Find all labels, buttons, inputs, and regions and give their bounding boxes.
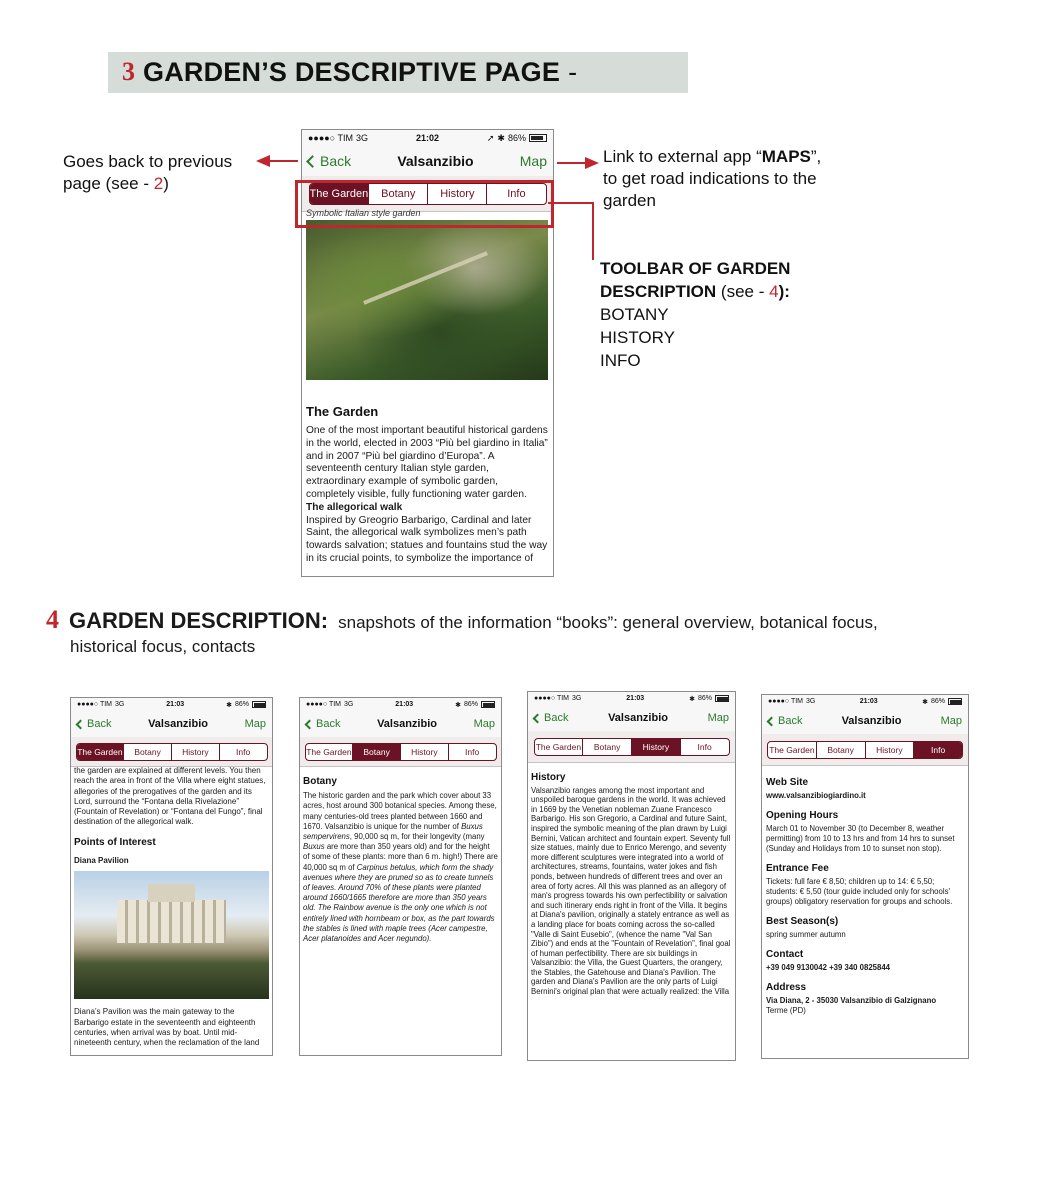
botany-text (303, 791, 498, 944)
botany-text-3: are more than 350 years old) and for the height of some of these plants: more than 6 m. high!) There are 40,000 sq m of (303, 842, 498, 872)
bluetooth-icon: ✱ (689, 695, 695, 703)
segmented-toolbar (300, 737, 501, 767)
battery-icon (481, 701, 495, 708)
tab-info[interactable]: Info (507, 187, 526, 200)
toolbar-connector-v (592, 202, 594, 260)
section4-desc-1: snapshots of the information “books”: general overview, botanical focus, (338, 613, 878, 632)
nav-title: Valsanzibio (148, 718, 208, 730)
toolbar-callout-see: (see - (716, 282, 770, 301)
tab-the-garden[interactable]: The Garden (768, 742, 817, 758)
tab-history[interactable]: History (428, 184, 487, 204)
section3-suffix: - (568, 56, 578, 87)
tab-botany[interactable]: Botany (369, 184, 428, 204)
image-caption: Symbolic Italian style garden (306, 208, 421, 218)
battery-icon (948, 698, 962, 705)
fee-heading: Entrance Fee (766, 863, 829, 874)
nav-bar (528, 705, 735, 731)
botany-text-1: The historic garden and the park which cover about 33 acres, host around 300 botanical species. Among these, many centuries-old trees planted between 1660 and 1670. Valsanzibio is unique for the number of (303, 791, 497, 831)
arrow-right-icon (585, 157, 599, 169)
bluetooth-icon: ✱ (497, 132, 505, 143)
network: 3G (344, 701, 354, 708)
tab-info[interactable]: Info (697, 741, 712, 752)
carrier: ●●●●○ TIM (768, 698, 804, 705)
toolbar-callout-ref: 4 (769, 282, 779, 301)
segmented-control (767, 741, 963, 759)
history-heading: History (531, 772, 566, 783)
nav-title: Valsanzibio (397, 153, 474, 169)
back-button[interactable] (534, 712, 568, 724)
garden-paragraph: One of the most important beautiful historical gardens in the world, elected in 2003 “Più bel giardino in Italia” and in 2007 “Più bel giardino d’Europa”. A seventeenth century Italian style garden, extraordinary example of symbolic garden, completely visible, fully functioning water garden. (306, 425, 548, 500)
status-bar (300, 698, 501, 711)
contact-phone[interactable]: +39 049 9130042 +39 340 0825844 (766, 963, 891, 972)
bluetooth-icon: ✱ (455, 701, 461, 709)
address-link[interactable]: Via Diana, 2 - 35030 Valsanzibio di Galzignano (766, 996, 937, 1005)
battery-level: 86% (930, 698, 945, 705)
botany-text-italic-2: Buxus (303, 842, 325, 852)
tab-history[interactable]: History (401, 744, 449, 760)
battery-level: 86% (507, 133, 526, 143)
back-button[interactable] (77, 718, 111, 730)
back-label: Back (87, 718, 112, 730)
back-callout-ref: 2 (153, 174, 164, 193)
map-callout-line2: to get road indications to the (603, 169, 817, 188)
allegorical-paragraph: Inspired by Greogrio Barbarigo, Cardinal and later Saint, the allegorical walk symbolizes men’s path towards salvation; statues and fountains stud the way in its crucial points, to symbolize the importance of (306, 514, 548, 564)
back-label: Back (320, 153, 352, 169)
carrier: ●●●●○ TIM (308, 133, 354, 143)
map-button[interactable]: Map (940, 715, 962, 727)
status-bar (762, 695, 968, 708)
chevron-left-icon (76, 719, 86, 729)
back-callout-close: ) (163, 174, 169, 193)
battery-icon (529, 134, 547, 142)
botany-text-2: , 90,000 sq m, for their longevity (many (349, 832, 485, 842)
nav-bar (300, 711, 501, 737)
toolbar-item-info: INFO (600, 351, 641, 370)
contact-heading: Contact (766, 949, 804, 960)
status-bar (302, 130, 553, 146)
address-heading: Address (766, 982, 807, 993)
nav-title: Valsanzibio (841, 715, 902, 727)
history-text: Valsanzibio ranges among the most important and unspoiled baroque gardens in the world. It was achieved in 1669 by the Venetian nobleman Zuane Francesco Barbarigo. His son Gregorio, a Cardinal and future Saint, inspired the symbolic meaning of the plan drawn by Luigi Bernini, Vatican architect and fountain expert. Seventy full size statues, mainly due to Enrico Merengo, and seventy more different sculptures were integrated into a world of architectures, streams, fountains, water jokes and fish ponds, between hundreds of different trees and over an area of forty acres. All this was planned as an allegory of man's progress towards his own perfectibility or salvation and such itinerary ends right in front of the Villa. It begins at Diana's pavilion, originally a stately entrance as well as a landing place for boats coming across the so-called "Valle di Saint Eusebio", (whence the name "Val San Zibio") and ends at the "Fountain of Revelation", final goal of human perfectibility. There are six buildings in Valsanzibio: the Villa, the Guest Quarters, the orangery, the Stables, the Gatehouse and Diana's Pavilion. The garden and Diana's Pavilion are the only parts of Luigi Bernini's original plan that were actually realized: the Villa (531, 785, 731, 997)
allegorical-subheading: The allegorical walk (306, 501, 403, 513)
back-button[interactable] (768, 715, 802, 727)
tab-botany[interactable]: Botany (817, 742, 866, 758)
map-button[interactable]: Map (244, 718, 266, 730)
section4-number: 4 (46, 605, 59, 634)
map-callout-line1: Link to external app “ (603, 147, 762, 166)
section3-title: GARDEN’S DESCRIPTIVE PAGE (143, 56, 561, 87)
toolbar-callout-line1: TOOLBAR OF GARDEN (600, 259, 791, 278)
hours-text: March 01 to November 30 (to December 8, weather permitting) from 10 to 13 hrs and from 14 hrs to sunset (Sunday and Holidays from 10 to sunset non stop). (766, 824, 955, 853)
network: 3G (572, 695, 582, 702)
bluetooth-icon: ✱ (922, 698, 928, 706)
clock: 21:03 (166, 701, 185, 708)
tab-history[interactable]: History (172, 744, 220, 760)
chevron-left-icon (306, 155, 319, 168)
phone-botany (299, 697, 502, 1056)
nav-title: Valsanzibio (608, 712, 668, 724)
network: 3G (806, 698, 816, 705)
segmented-control (76, 743, 268, 761)
network: 3G (115, 701, 125, 708)
toolbar-item-botany: BOTANY (600, 305, 669, 324)
segmented-toolbar (762, 734, 968, 766)
website-link[interactable]: www.valsanzibiogiardino.it (766, 791, 866, 800)
location-icon: ➚ (486, 132, 495, 143)
battery-icon (252, 701, 266, 708)
garden-heading: The Garden (306, 404, 379, 419)
garden-aerial-photo (306, 220, 548, 380)
botany-text-italic-3: Carpinus betulus, which form the shady avenues where they are pruned so as to create tunnels of leaves. Around 70% of these plants were planted around 1660/1665 therefore are more than 350 years old. The Rainbow avenue is the only one which is not entirely lined with hornbeam or box, as the part towards the stables is lined with maple trees (Acer campestre, Acer platanoides and Acer negundo). (303, 862, 495, 944)
status-bar (528, 692, 735, 705)
toolbar-callout-bold: DESCRIPTION (600, 282, 717, 301)
bluetooth-icon: ✱ (226, 701, 232, 709)
chevron-left-icon (305, 719, 315, 729)
tab-info[interactable]: Info (914, 742, 962, 758)
phone-garden (70, 697, 273, 1056)
season-heading: Best Season(s) (766, 916, 839, 927)
tab-history[interactable]: History (866, 742, 915, 758)
nav-title: Valsanzibio (377, 718, 437, 730)
tab-botany[interactable]: Botany (583, 739, 632, 755)
tab-the-garden[interactable]: The Garden (306, 744, 354, 760)
clock: 21:03 (859, 698, 878, 705)
clock: 21:03 (395, 701, 414, 708)
nav-bar (762, 708, 968, 734)
tab-info[interactable]: Info (236, 746, 251, 757)
phone-history (527, 691, 736, 1061)
segmented-control (305, 743, 497, 761)
tab-botany[interactable]: Botany (124, 744, 172, 760)
info-content (762, 778, 968, 1016)
status-bar (71, 698, 272, 711)
map-callout (603, 146, 821, 212)
fee-text: Tickets: full fare € 8,50; children up to 14: € 5,50; students: € 5,50 (tour guide included only for schools' groups) obligatory reservation for groups and schools. (766, 877, 953, 906)
toolbar-callout-close: ): (778, 282, 790, 301)
garden-content (71, 766, 272, 1049)
section4-desc-2: historical focus, contacts (70, 637, 256, 656)
toolbar-connector-h (548, 202, 594, 204)
back-callout (63, 151, 232, 195)
tab-the-garden[interactable]: The Garden (310, 184, 370, 204)
map-button[interactable]: Map (707, 712, 729, 724)
carrier: ●●●●○ TIM (534, 695, 570, 702)
garden-intro: the garden are explained at different levels. You then reach the area in front of the Villa where eight statues, allegories of the prerogatives of the garden and its Lord, surround the “Fontana della Rivelazione” (Fountain of Revelation) or “Fontana del Fungo”, final destination of the allegorical walk. (74, 766, 266, 827)
toolbar-highlight (295, 180, 554, 228)
botany-heading: Botany (303, 776, 337, 787)
map-button[interactable]: Map (519, 153, 547, 169)
battery-level: 86% (463, 701, 478, 708)
address-line2: Terme (PD) (766, 1006, 806, 1015)
back-callout-line2: page (see - (63, 174, 154, 193)
nav-bar (302, 146, 553, 176)
phone-info (761, 694, 969, 1059)
tab-the-garden[interactable]: The Garden (77, 744, 125, 760)
carrier: ●●●●○ TIM (77, 701, 113, 708)
tab-botany[interactable]: Botany (353, 744, 401, 760)
poi-heading: Points of Interest (74, 836, 156, 848)
map-arrow-line (557, 162, 587, 164)
botany-content (300, 777, 501, 944)
map-callout-line1-end: ”, (810, 147, 822, 166)
website-heading: Web Site (766, 777, 809, 788)
battery-icon (715, 695, 729, 702)
chevron-left-icon (533, 713, 543, 723)
back-button[interactable] (308, 153, 351, 169)
segmented-toolbar (528, 731, 735, 763)
toolbar-item-history: HISTORY (600, 328, 675, 347)
carrier: ●●●●○ TIM (306, 701, 342, 708)
clock: 21:03 (626, 695, 645, 702)
back-button[interactable] (306, 718, 340, 730)
toolbar-callout (600, 257, 790, 372)
hours-heading: Opening Hours (766, 810, 839, 821)
poi-subheading: Diana Pavilion (74, 856, 129, 866)
back-arrow-line (268, 160, 298, 162)
clock: 21:02 (415, 133, 439, 143)
map-button[interactable]: Map (473, 718, 495, 730)
diana-pavilion-photo (74, 871, 269, 999)
back-label: Back (778, 715, 803, 727)
map-callout-line3: garden (603, 191, 656, 210)
tab-history[interactable]: History (632, 739, 681, 755)
battery-level: 86% (234, 701, 249, 708)
section3-title-row (122, 56, 577, 88)
back-label: Back (544, 712, 569, 724)
section3-number: 3 (122, 57, 135, 86)
map-callout-bold: MAPS (761, 147, 811, 166)
section4-title: GARDEN DESCRIPTION: (69, 608, 329, 633)
tab-info[interactable]: Info (465, 746, 480, 757)
segmented-control (534, 738, 730, 756)
poi-text: Diana’s Pavilion was the main gateway to the Barbarigo estate in the seventeenth and eighteenth centuries, when arrival was by boat. Until mid-nineteenth century, when the reclamation of the land (74, 1007, 260, 1048)
back-label: Back (316, 718, 341, 730)
back-callout-line1: Goes back to previous (63, 152, 233, 171)
botany-text-italic-1: Buxus sempervirens (303, 821, 483, 842)
battery-level: 86% (697, 695, 712, 702)
section4-title-row (46, 605, 878, 635)
network: 3G (356, 133, 369, 143)
chevron-left-icon (767, 716, 777, 726)
nav-bar (71, 711, 272, 737)
segmented-toolbar (71, 737, 272, 767)
tab-the-garden[interactable]: The Garden (535, 739, 584, 755)
garden-content (302, 208, 553, 566)
history-content (528, 773, 735, 997)
season-text: spring summer autumn (766, 930, 846, 939)
